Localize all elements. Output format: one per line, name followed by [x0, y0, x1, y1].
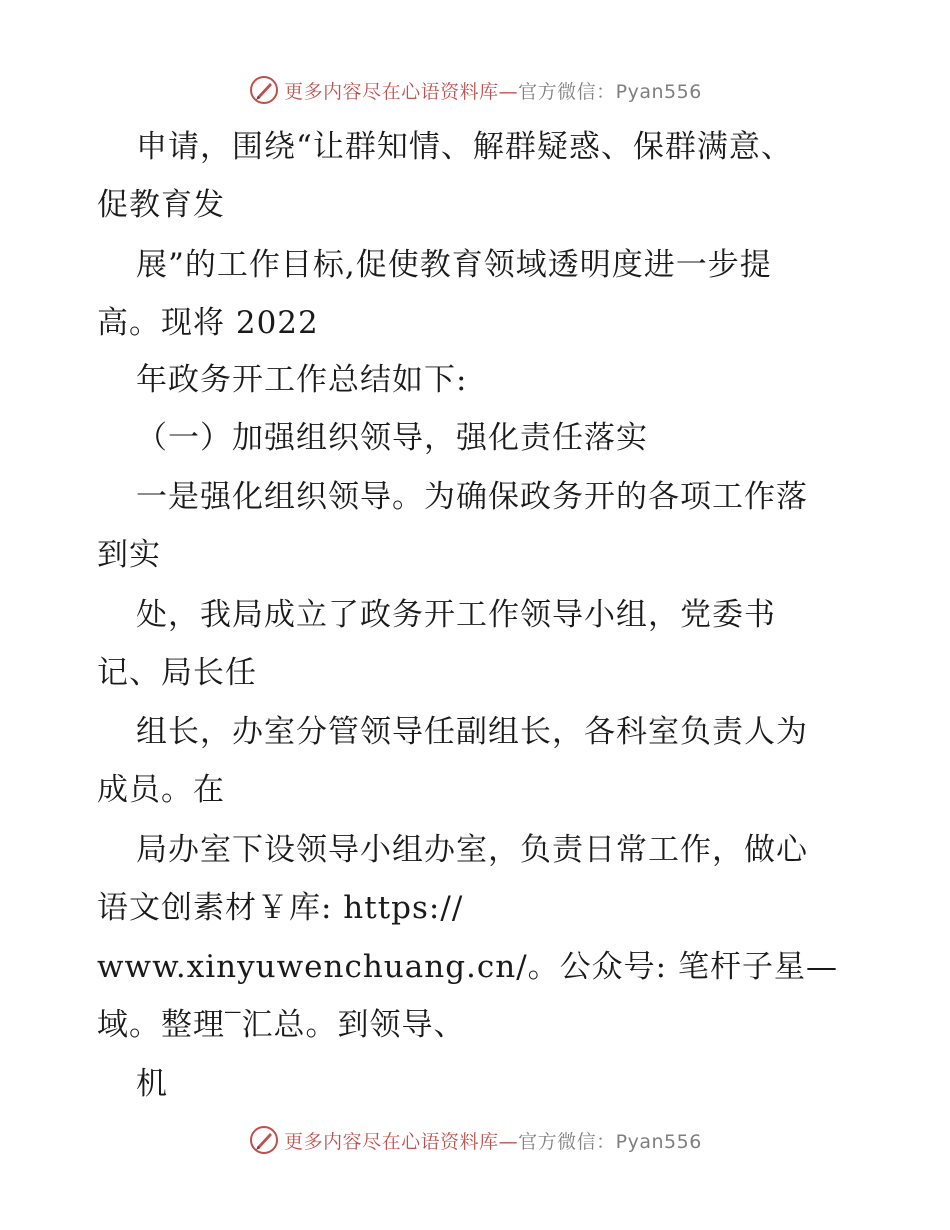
- body-line: 到实: [97, 537, 161, 573]
- body-line: 域。整理‾汇总。到领导、: [97, 1007, 466, 1043]
- body-line: 促教育发: [97, 187, 225, 223]
- body-line: 一是强化组织领导。为确保政务开的各项工作落: [136, 479, 808, 515]
- body-line: 语文创素材￥库: https://: [97, 890, 464, 926]
- footer-banner-main: 更多内容尽在心语资料库—: [284, 1130, 519, 1153]
- body-line: 处，我局成立了政务开工作领导小组，党委书: [136, 597, 776, 633]
- body-line: 组长，办室分管领导任副组长，各科室负责人为: [136, 714, 808, 750]
- footer-banner: [0, 1120, 950, 1160]
- header-banner: [0, 70, 950, 110]
- quill-logo-icon: [248, 74, 280, 106]
- footer-banner-text: [284, 1127, 702, 1154]
- section-heading: （一）加强组织领导，强化责任落实: [136, 420, 648, 456]
- body-line: www.xinyuwenchuang.cn/。公众号: 笔杆子星—: [97, 949, 838, 985]
- footer-banner-wechat: 官方微信：Pyan556: [518, 1130, 702, 1153]
- body-line: 展”的工作目标,促使教育领域透明度进一步提: [136, 247, 772, 283]
- body-line: 申请，围绕“让群知情、解群疑惑、保群满意、: [136, 129, 793, 165]
- body-line: 机: [136, 1066, 168, 1102]
- header-banner-text: [284, 77, 702, 104]
- header-banner-wechat: 官方微信：Pyan556: [518, 80, 702, 103]
- body-line: 记、局长任: [97, 655, 257, 691]
- quill-logo-icon: [248, 1124, 280, 1156]
- header-banner-main: 更多内容尽在心语资料库—: [284, 80, 519, 103]
- body-line: 年政务开工作总结如下:: [136, 362, 468, 398]
- body-line: 高。现将 2022: [97, 305, 319, 341]
- body-line: 局办室下设领导小组办室，负责日常工作，做心: [136, 832, 808, 868]
- body-line: 成员。在: [97, 772, 225, 808]
